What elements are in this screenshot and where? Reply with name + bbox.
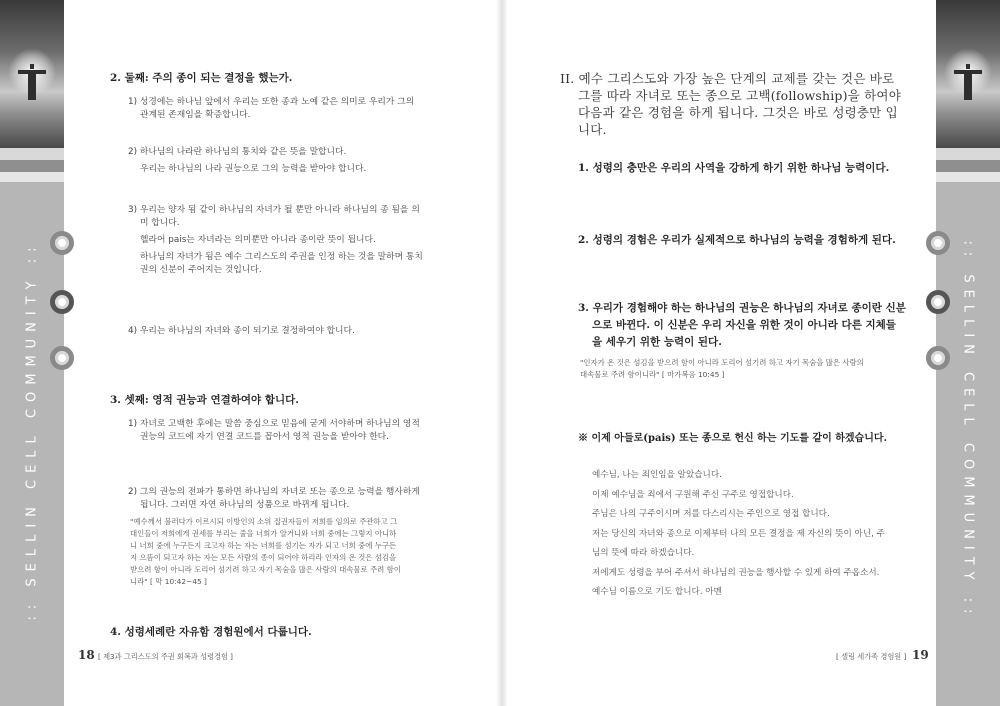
section-2-item-3: 3) 우리는 양자 됨 같이 하나님의 자녀가 될 뿐만 아니라 하나님의 종 됨을 의 미 합니다. 헬라어 pais는 자녀라는 의미뿐만 아니라 종이란 뜻이 됩니다. 하나님의 자녀가 됨은 예수 그리스도의 주권을 인정 하는 것을 말하며 통치 권의 신분이 주어지는 것입니다. <box>128 205 423 275</box>
binder-ring-icon <box>50 290 74 314</box>
point-2: 2. 성령의 경험은 우리가 실제적으로 하나님의 능력을 경험하게 된다. <box>578 234 896 246</box>
binder-ring-icon <box>50 346 74 370</box>
binder-ring-icon <box>926 290 950 314</box>
prayer-heading: ※ 이제 아들로(pais) 또는 종으로 헌신 하는 기도를 같이 하겠습니다. <box>578 433 888 444</box>
community-label-right: :: SELLIN CELL COMMUNITY :: <box>960 239 976 621</box>
statue-photo <box>0 0 64 148</box>
binder-ring-icon <box>50 231 74 255</box>
section-2-item-4: 4) 우리는 하나님의 자녀와 종이 되기로 결정하여야 합니다. <box>128 326 355 336</box>
mark-10-45-quote: "인자가 온 것은 섬김을 받으려 함이 아니라 도리어 섬기려 하고 자기 목숨을 많은 사람의 대속물로 주려 함이니라" [ 마가복음 10:45 ] <box>580 358 864 379</box>
section-3-item-2: 2) 그의 권능의 전파가 통하면 하나님의 자녀로 또는 종으로 능력을 행사하게 됩니다. 그러면 자연 하나님의 성품으로 바뀌게 됩니다. <box>128 487 420 510</box>
page-number-right: 19 <box>912 648 929 662</box>
statue-icon <box>18 62 46 102</box>
footer-right: [ 셀링 세가족 경험원 ] <box>836 652 907 661</box>
section-3-heading: 3. 셋째: 영적 권능과 연결하여야 합니다. <box>110 394 299 406</box>
mark-quote: "예수께서 불러다가 이르시되 이방인의 소위 집권자들이 저희를 임의로 주관하고 그 대인들이 저희에게 권세를 부리는 줄을 너희가 알거니와 너희 중에는 그렇지 아니하 니 너희 중에 누구든지 크고자 하는 자는 너희를 섬기는 자가 되고 너희 중에 누구든 지 으뜸이 되고자 하는 자는 모든 사람의 종이 되어야 하리라 인자의 온 것은 섬김을 받으려 함이 아니라 도리어 섬기려 하고 자기 목숨을 많은 사람의 대속물로 주려 함이 니라" [ 막 10:42~45 ] <box>130 517 401 586</box>
section-2-item-1: 1) 성경에는 하나님 앞에서 우리는 또한 종과 노예 같은 의미로 우리가 그의 관계된 존재임을 확증합니다. <box>128 97 415 120</box>
statue-icon <box>954 62 982 102</box>
footer-left: [ 제3과 그리스도의 주권 회복과 성령경험 ] <box>98 652 233 661</box>
statue-photo <box>936 0 1000 148</box>
page-number-left: 18 <box>78 648 95 662</box>
point-3: 3. 우리가 경험해야 하는 하나님의 권능은 하나님의 자녀로 종이란 신분 으로 바뀐다. 이 신분은 우리 자신을 위한 것이 아니라 다른 지체들 을 세우기 위한 능력이 된다. <box>578 302 906 348</box>
community-label-left: :: SELLIN CELL COMMUNITY :: <box>24 239 40 621</box>
section-2-item-2: 2) 하나님의 나라란 하나님의 통치와 같은 뜻을 말합니다. 우리는 하나님의 나라 권능으로 그의 능력을 받아야 합니다. <box>128 147 367 174</box>
point-1: 1. 성령의 충만은 우리의 사역을 강하게 하기 위한 하나님 능력이다. <box>578 162 890 174</box>
section-2-heading: 2. 둘째: 주의 종이 되는 결정을 했는가. <box>110 72 293 84</box>
prayer-text: 예수님, 나는 죄인임을 알았습니다. 이제 예수님을 죄에서 구원해 주신 구주로 영접합니다. 주님은 나의 구주이시며 저를 다스리시는 주인으로 영접 합니다. 저는 당신의 자녀와 종으로 이제부터 나의 모든 결정을 제 자신의 뜻이 아닌, 주 님의 뜻에 따라 하겠습니다. 저에게도 성령을 부어 주셔서 하나님의 권능을 행사할 수 있게 하여 주옵소서. 예수님 이름으로 기도 합니다. 아멘 <box>592 470 885 597</box>
section-4-heading: 4. 성령세례란 자유함 경험원에서 다룹니다. <box>110 626 312 638</box>
section-3-item-1: 1) 자녀로 고백한 후에는 말씀 중심으로 믿음에 굳게 서야하며 하나님의 영적 권능의 코드에 자기 연결 코드를 꼽아서 영적 권능을 받아야 한다. <box>128 419 420 442</box>
page-gutter <box>496 0 508 706</box>
binder-ring-icon <box>926 346 950 370</box>
intro-paragraph: II. 예수 그리스도와 가장 높은 단계의 교제를 갖는 것은 바로 그를 따라 자녀로 또는 종으로 고백(followship)을 하여야 다음과 같은 경험을 하게 됩니다. 그것은 바로 성령충만 입 니다. <box>560 71 901 137</box>
binder-ring-icon <box>926 231 950 255</box>
